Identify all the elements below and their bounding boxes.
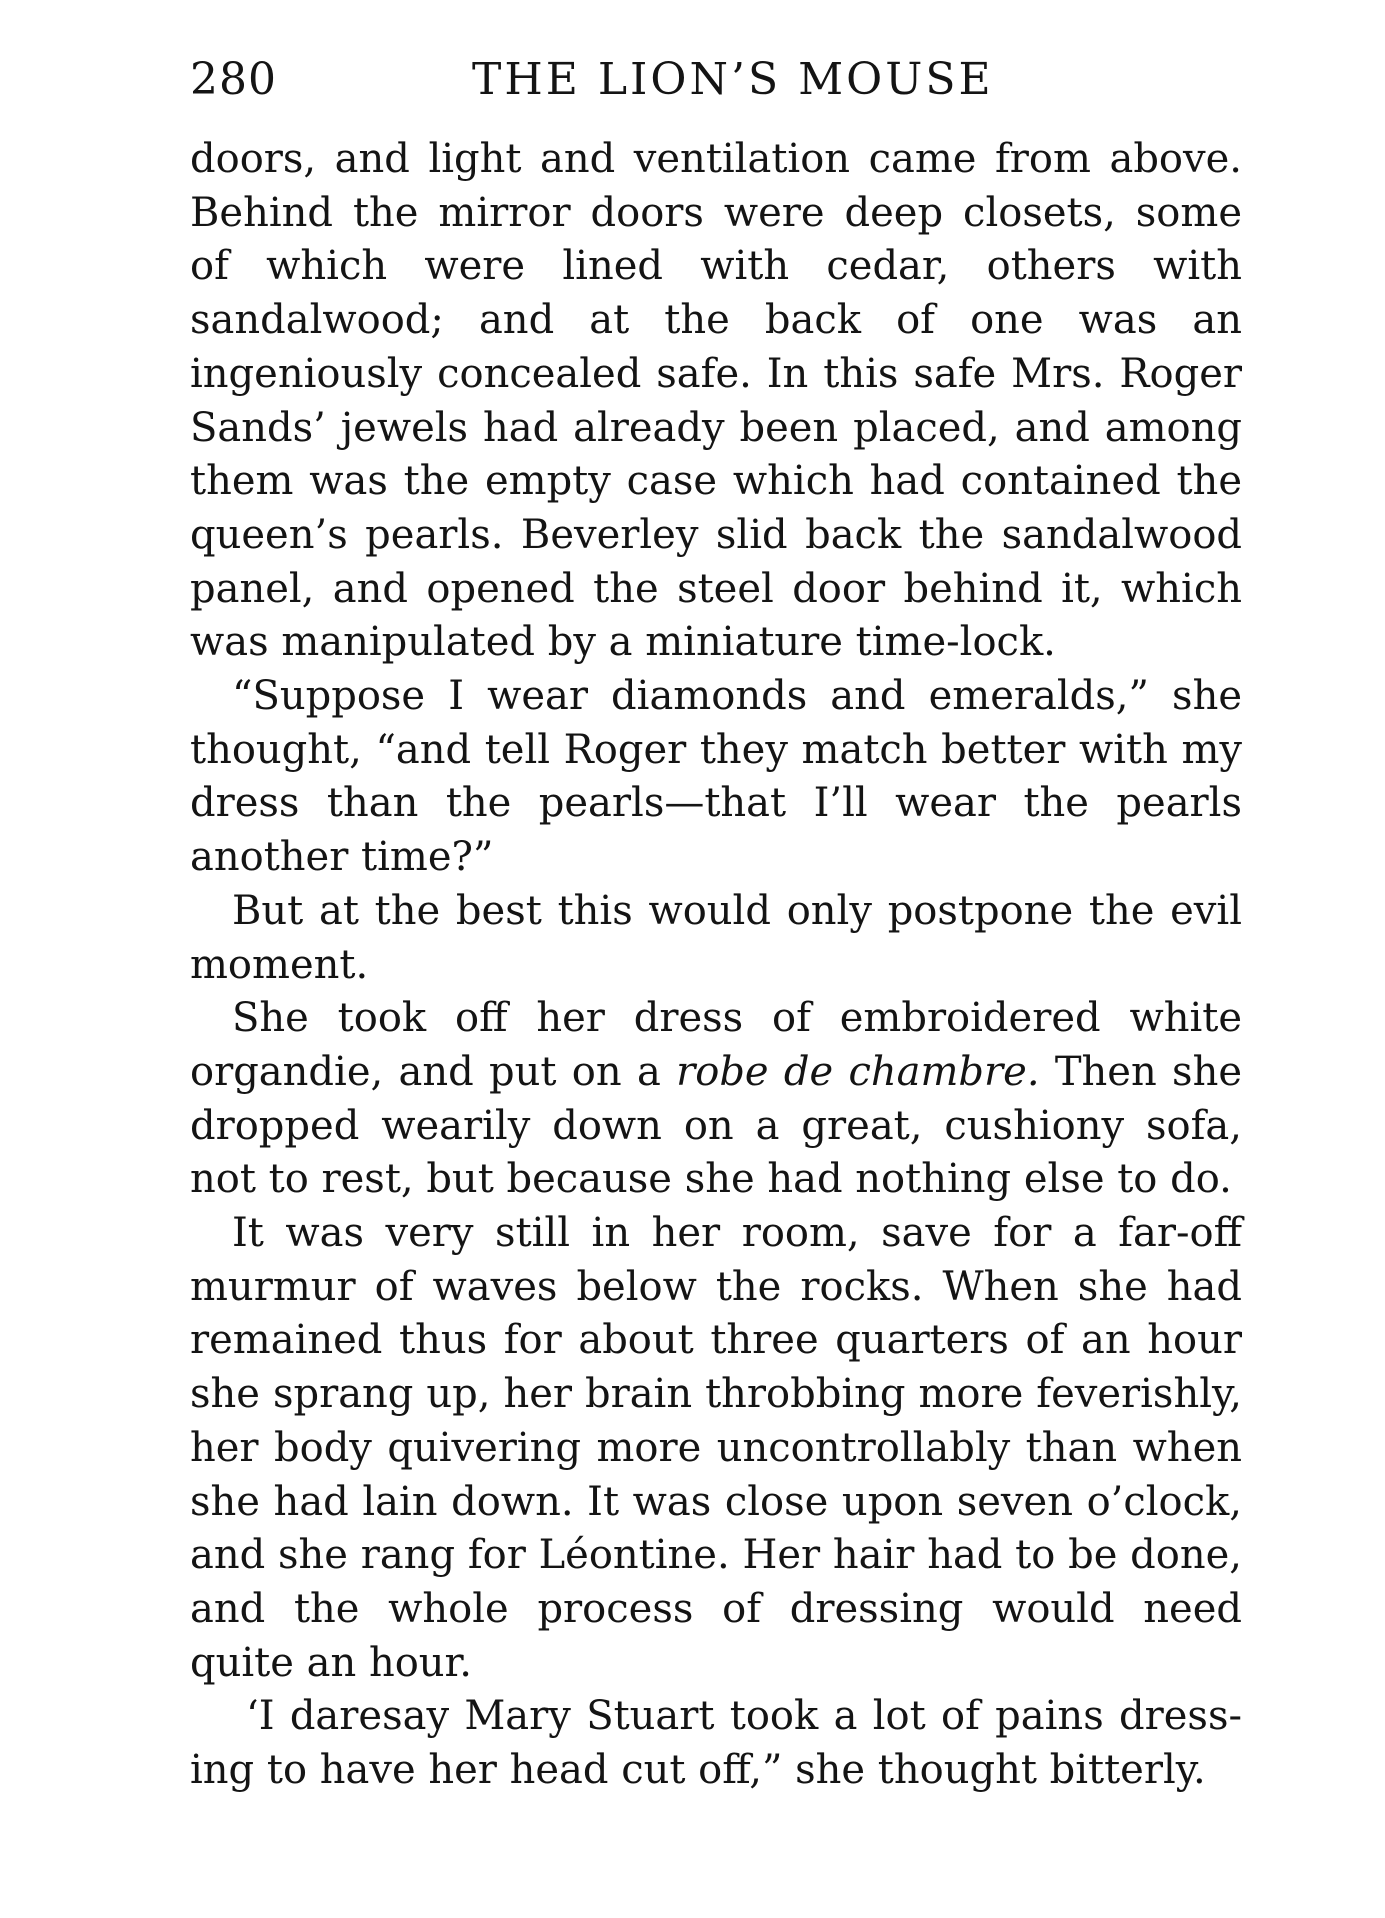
page-header <box>190 50 1250 110</box>
page-number: 280 <box>190 54 277 105</box>
paragraph-continuation: doors, and light and ventilation came from above. Behind the mirror doors were deep closets, some of which were lined with cedar, others with sandalwood; and at the back of one was an ingeniously concealed safe. In this safe Mrs. Roger Sands’ jewels had already been placed, and among them was the empty case which had contained the queen’s pearls. Beverley slid back the sandalwood panel, and opened the steel door behind it, which was manipulated by a miniature time-lock. <box>190 136 1242 666</box>
paragraph-text: Then she dropped wearily down on a great, cushiony sofa, not to rest, but because she had nothing else to do. <box>190 1048 1243 1203</box>
italic-phrase: robe de chambre. <box>676 1048 1040 1095</box>
running-title: THE LION’S MOUSE <box>472 54 994 105</box>
paragraph: ‘I daresay Mary Stuart took a lot of pains dressing to have her head cut off,” she thought bitterly. <box>190 1693 1242 1794</box>
paragraph: It was very still in her room, save for a far-off murmur of waves below the rocks. When she had remained thus for about three quarters of an hour she sprang up, her brain throbbing more feverishly, her body quivering more uncontrollably than when she had lain down. It was close upon seven o’clock, and she rang for Léontine. Her hair had to be done, and the whole process of dressing would need quite an hour. <box>190 1210 1242 1686</box>
paragraph <box>190 992 1242 1207</box>
paragraph-text: She took off her dress of embroidered white organdie, and put on a <box>190 995 1242 1095</box>
paragraph: But at the best this would only postpone the evil moment. <box>190 887 1242 988</box>
paragraph: “Suppose I wear diamonds and emeralds,” she thought, “and tell Roger they match better with my dress than the pearls—that I’ll wear the pearls another time?” <box>190 673 1242 881</box>
body-text <box>190 133 1242 1798</box>
